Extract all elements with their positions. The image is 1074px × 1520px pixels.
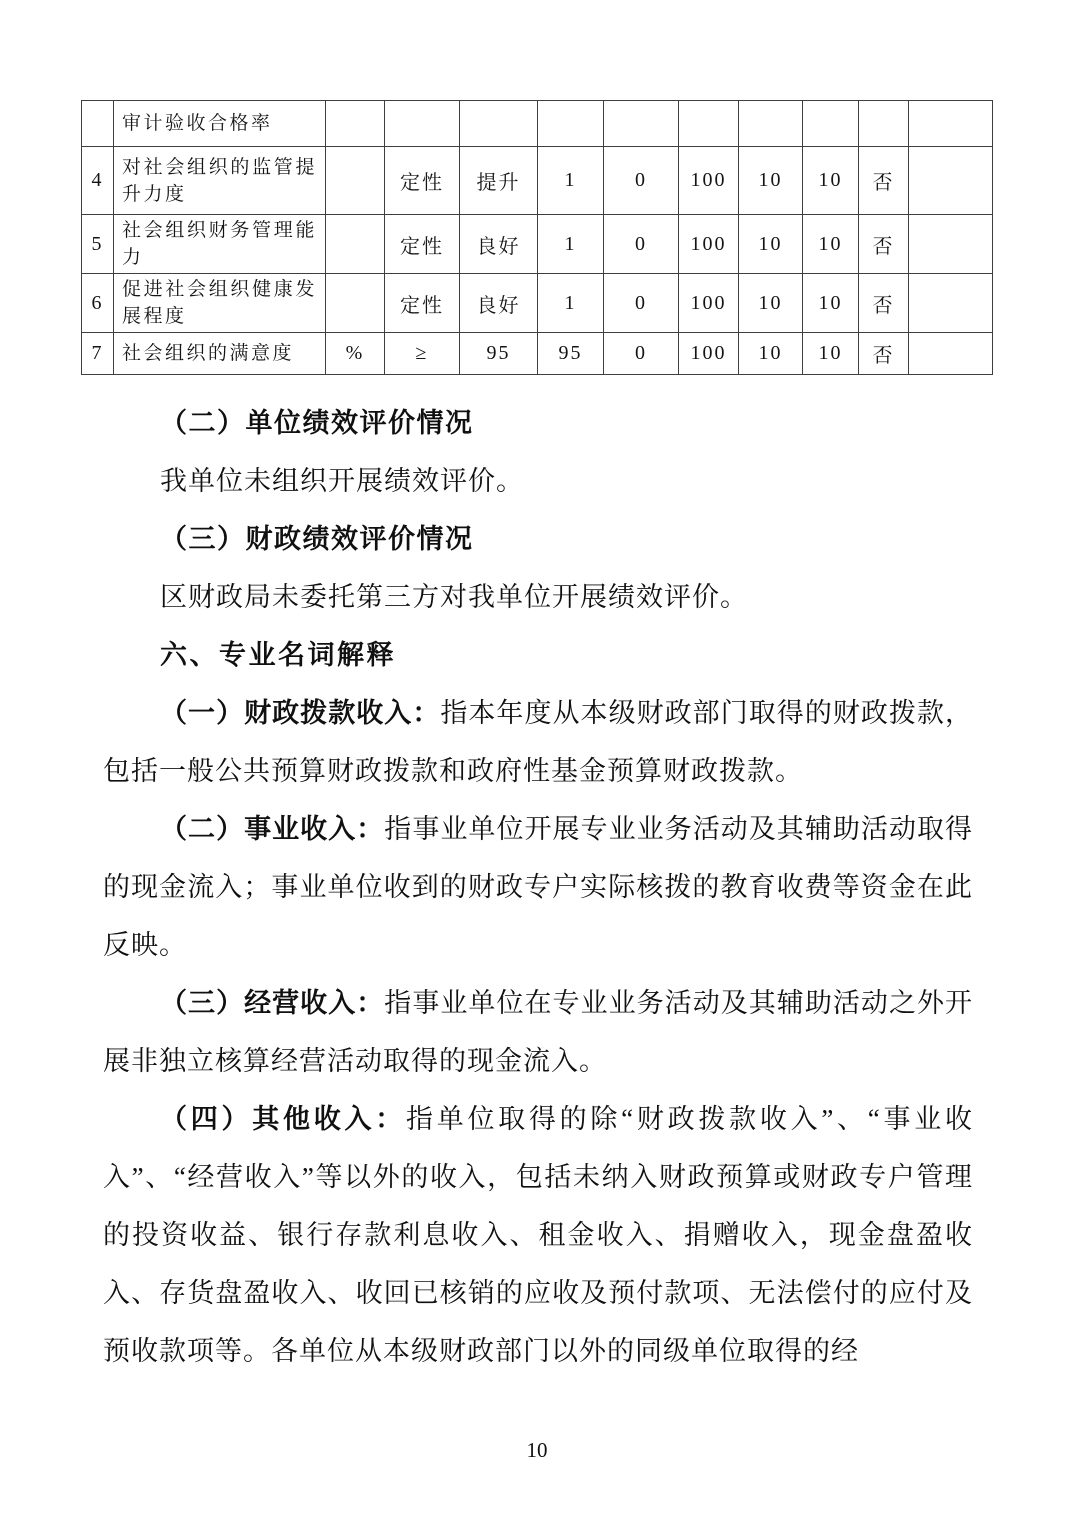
paragraph: [103, 974, 973, 1090]
section-heading: [103, 394, 973, 452]
table-cell: [909, 215, 993, 274]
indicator-name-cell: 社会组织的满意度: [114, 333, 326, 375]
table-cell: 否: [859, 147, 909, 215]
table-cell: [803, 101, 859, 147]
section-heading: [103, 510, 973, 568]
table-cell: 100: [679, 147, 739, 215]
table-cell: 100: [679, 274, 739, 333]
table-cell: [460, 101, 538, 147]
table-row: [82, 215, 993, 274]
paragraph-text: 指事业单位开展专业业务活动及其辅助活动取得的现金流入；事业单位收到的财政专户实际核拨的教育收费等资金在此反映。: [103, 814, 974, 960]
paragraph-text: 我单位未组织开展绩效评价。: [160, 466, 524, 496]
table-cell: 0: [604, 333, 679, 375]
term-label: （一）财政拨款收入：: [160, 698, 441, 728]
table-cell: [679, 101, 739, 147]
paragraph-text: （三）财政绩效评价情况: [160, 524, 474, 554]
table-cell: 10: [739, 333, 803, 375]
table-cell: [859, 101, 909, 147]
table-cell: [909, 333, 993, 375]
table-row: [82, 101, 993, 147]
paragraph: [103, 684, 973, 800]
table-cell: [909, 147, 993, 215]
indicator-name-cell: 促进社会组织健康发展程度: [114, 274, 326, 333]
table-row: [82, 274, 993, 333]
paragraph-text: 区财政局未委托第三方对我单位开展绩效评价。: [160, 582, 748, 612]
term-label: （二）事业收入：: [160, 814, 385, 844]
table-cell: [326, 101, 385, 147]
table-cell: 0: [604, 147, 679, 215]
table-cell: 定性: [385, 215, 460, 274]
row-number-cell: 7: [82, 333, 114, 375]
table-row: [82, 333, 993, 375]
table-cell: [326, 215, 385, 274]
paragraph-text: 六、专业名词解释: [160, 640, 396, 670]
term-label: （四）其他收入：: [160, 1104, 406, 1134]
paragraph-text: 指本年度从本级财政部门取得的财政拨款，包括一般公共预算财政拨款和政府性基金预算财政拨款。: [103, 698, 974, 786]
paragraph: [103, 452, 973, 510]
table-cell: 0: [604, 215, 679, 274]
table-row: [82, 147, 993, 215]
paragraph: [103, 800, 973, 974]
table-cell: 1: [538, 215, 604, 274]
term-label: （三）经营收入：: [160, 988, 385, 1018]
row-number-cell: 4: [82, 147, 114, 215]
performance-indicator-table: [81, 100, 993, 375]
table-cell: [385, 101, 460, 147]
table-cell: [538, 101, 604, 147]
table-cell: 10: [803, 333, 859, 375]
table-cell: 95: [538, 333, 604, 375]
indicator-name-cell: 对社会组织的监管提升力度: [114, 147, 326, 215]
indicator-name-cell: 审计验收合格率: [114, 101, 326, 147]
table-cell: 1: [538, 147, 604, 215]
table-cell: 10: [739, 274, 803, 333]
table-cell: 100: [679, 333, 739, 375]
table-cell: 10: [739, 215, 803, 274]
paragraph-text: 指事业单位在专业业务活动及其辅助活动之外开展非独立核算经营活动取得的现金流入。: [103, 988, 974, 1076]
section-heading: [103, 626, 973, 684]
row-number-cell: 6: [82, 274, 114, 333]
table-cell: [604, 101, 679, 147]
table-cell: 10: [803, 147, 859, 215]
table-cell: %: [326, 333, 385, 375]
row-number-cell: [82, 101, 114, 147]
table-cell: 否: [859, 215, 909, 274]
table-cell: 10: [739, 147, 803, 215]
table-cell: 否: [859, 274, 909, 333]
row-number-cell: 5: [82, 215, 114, 274]
table-cell: 95: [460, 333, 538, 375]
table-cell: [739, 101, 803, 147]
content-area: [103, 372, 973, 1380]
table-cell: [326, 147, 385, 215]
table-cell: 10: [803, 215, 859, 274]
paragraph-text: （二）单位绩效评价情况: [160, 408, 474, 438]
table-cell: [909, 101, 993, 147]
page-number: 10: [526, 1438, 548, 1462]
table-body: [82, 101, 993, 375]
table-cell: 10: [803, 274, 859, 333]
table-cell: [326, 274, 385, 333]
indicator-name-cell: 社会组织财务管理能力: [114, 215, 326, 274]
table-cell: 提升: [460, 147, 538, 215]
paragraph: [103, 1090, 973, 1380]
table-cell: 良好: [460, 274, 538, 333]
table-cell: ≥: [385, 333, 460, 375]
paragraph-text: 指单位取得的除“财政拨款收入”、“事业收入”、“经营收入”等以外的收入，包括未纳入财政预算或财政专户管理的投资收益、银行存款利息收入、租金收入、捐赠收入，现金盘盈收入、存货盘盈收入、收回已核销的应收及预付款项、无法偿付的应付及预收款项等。各单位从本级财政部门以外的同级单位取得的经: [103, 1104, 974, 1366]
paragraph: [103, 568, 973, 626]
table-cell: 否: [859, 333, 909, 375]
table-cell: 良好: [460, 215, 538, 274]
table-cell: 0: [604, 274, 679, 333]
table-cell: 100: [679, 215, 739, 274]
table-cell: 定性: [385, 274, 460, 333]
table-cell: [909, 274, 993, 333]
table-cell: 1: [538, 274, 604, 333]
table-cell: 定性: [385, 147, 460, 215]
